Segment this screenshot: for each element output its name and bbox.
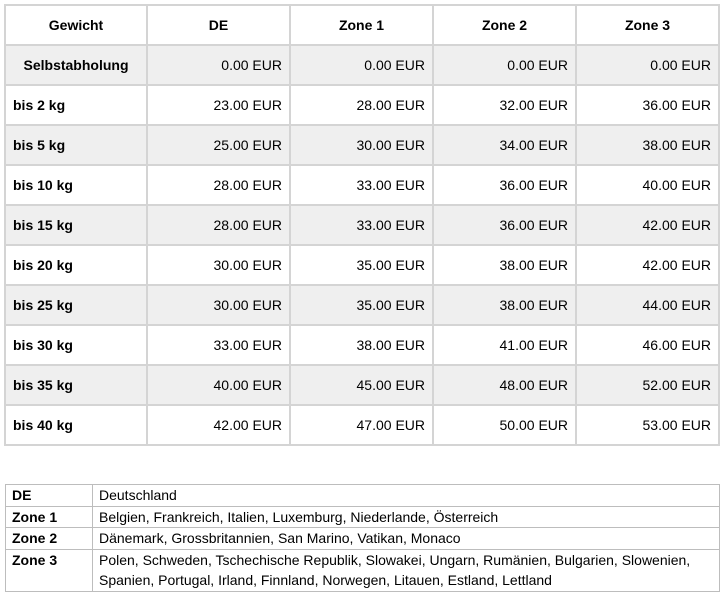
price-zone-2: 50.00 EUR (433, 405, 576, 445)
price-zone-2: 34.00 EUR (433, 125, 576, 165)
rate-row-25kg (5, 285, 719, 325)
header-zone-1: Zone 1 (290, 5, 433, 45)
zone-row-de (6, 485, 720, 507)
weight-label: Selbstabholung (5, 45, 147, 85)
price-zone-3: 0.00 EUR (576, 45, 719, 85)
price-zone-1: 0.00 EUR (290, 45, 433, 85)
price-de: 40.00 EUR (147, 365, 290, 405)
weight-label: bis 25 kg (5, 285, 147, 325)
shipping-rates-table (4, 4, 720, 446)
price-zone-1: 30.00 EUR (290, 125, 433, 165)
price-zone-3: 36.00 EUR (576, 85, 719, 125)
price-zone-3: 42.00 EUR (576, 245, 719, 285)
price-zone-1: 47.00 EUR (290, 405, 433, 445)
zone-row-zone-2 (6, 528, 720, 550)
price-zone-1: 45.00 EUR (290, 365, 433, 405)
rate-row-15kg (5, 205, 719, 245)
rate-row-30kg (5, 325, 719, 365)
price-zone-1: 33.00 EUR (290, 165, 433, 205)
price-zone-2: 0.00 EUR (433, 45, 576, 85)
zone-key: Zone 3 (6, 549, 93, 591)
zones-legend-table (5, 484, 720, 592)
weight-label: bis 40 kg (5, 405, 147, 445)
zone-key: DE (6, 485, 93, 507)
weight-label: bis 20 kg (5, 245, 147, 285)
price-zone-2: 41.00 EUR (433, 325, 576, 365)
header-zone-3: Zone 3 (576, 5, 719, 45)
weight-label: bis 30 kg (5, 325, 147, 365)
weight-label: bis 5 kg (5, 125, 147, 165)
price-zone-2: 36.00 EUR (433, 205, 576, 245)
price-zone-2: 48.00 EUR (433, 365, 576, 405)
price-zone-3: 38.00 EUR (576, 125, 719, 165)
header-de: DE (147, 5, 290, 45)
price-zone-3: 42.00 EUR (576, 205, 719, 245)
rate-row-5kg (5, 125, 719, 165)
price-zone-2: 36.00 EUR (433, 165, 576, 205)
price-zone-1: 33.00 EUR (290, 205, 433, 245)
zone-countries: Dänemark, Grossbritannien, San Marino, Vatikan, Monaco (93, 528, 720, 550)
price-de: 0.00 EUR (147, 45, 290, 85)
rate-row-selbstabholung (5, 45, 719, 85)
weight-label: bis 35 kg (5, 365, 147, 405)
rate-row-40kg (5, 405, 719, 445)
price-de: 23.00 EUR (147, 85, 290, 125)
price-zone-3: 44.00 EUR (576, 285, 719, 325)
price-zone-3: 53.00 EUR (576, 405, 719, 445)
price-zone-3: 46.00 EUR (576, 325, 719, 365)
zone-row-zone-1 (6, 506, 720, 528)
price-zone-1: 35.00 EUR (290, 245, 433, 285)
price-zone-3: 52.00 EUR (576, 365, 719, 405)
price-de: 28.00 EUR (147, 165, 290, 205)
price-zone-3: 40.00 EUR (576, 165, 719, 205)
rate-row-20kg (5, 245, 719, 285)
price-zone-1: 28.00 EUR (290, 85, 433, 125)
zone-countries: Deutschland (93, 485, 720, 507)
header-weight: Gewicht (5, 5, 147, 45)
zone-key: Zone 1 (6, 506, 93, 528)
weight-label: bis 2 kg (5, 85, 147, 125)
weight-label: bis 15 kg (5, 205, 147, 245)
price-zone-2: 38.00 EUR (433, 245, 576, 285)
header-zone-2: Zone 2 (433, 5, 576, 45)
zone-countries: Belgien, Frankreich, Italien, Luxemburg, Niederlande, Österreich (93, 506, 720, 528)
price-de: 42.00 EUR (147, 405, 290, 445)
price-de: 25.00 EUR (147, 125, 290, 165)
price-de: 30.00 EUR (147, 285, 290, 325)
zone-row-zone-3 (6, 549, 720, 591)
price-zone-2: 32.00 EUR (433, 85, 576, 125)
rate-row-10kg (5, 165, 719, 205)
weight-label: bis 10 kg (5, 165, 147, 205)
rates-header-row (5, 5, 719, 45)
rate-row-35kg (5, 365, 719, 405)
price-zone-2: 38.00 EUR (433, 285, 576, 325)
price-zone-1: 35.00 EUR (290, 285, 433, 325)
price-de: 30.00 EUR (147, 245, 290, 285)
rate-row-2kg (5, 85, 719, 125)
price-de: 28.00 EUR (147, 205, 290, 245)
zone-countries: Polen, Schweden, Tschechische Republik, Slowakei, Ungarn, Rumänien, Bulgarien, Slowenien, Spanien, Portugal, Irland, Finnland, Norwegen, Litauen, Estland, Lettland (93, 549, 720, 591)
zone-key: Zone 2 (6, 528, 93, 550)
price-zone-1: 38.00 EUR (290, 325, 433, 365)
price-de: 33.00 EUR (147, 325, 290, 365)
